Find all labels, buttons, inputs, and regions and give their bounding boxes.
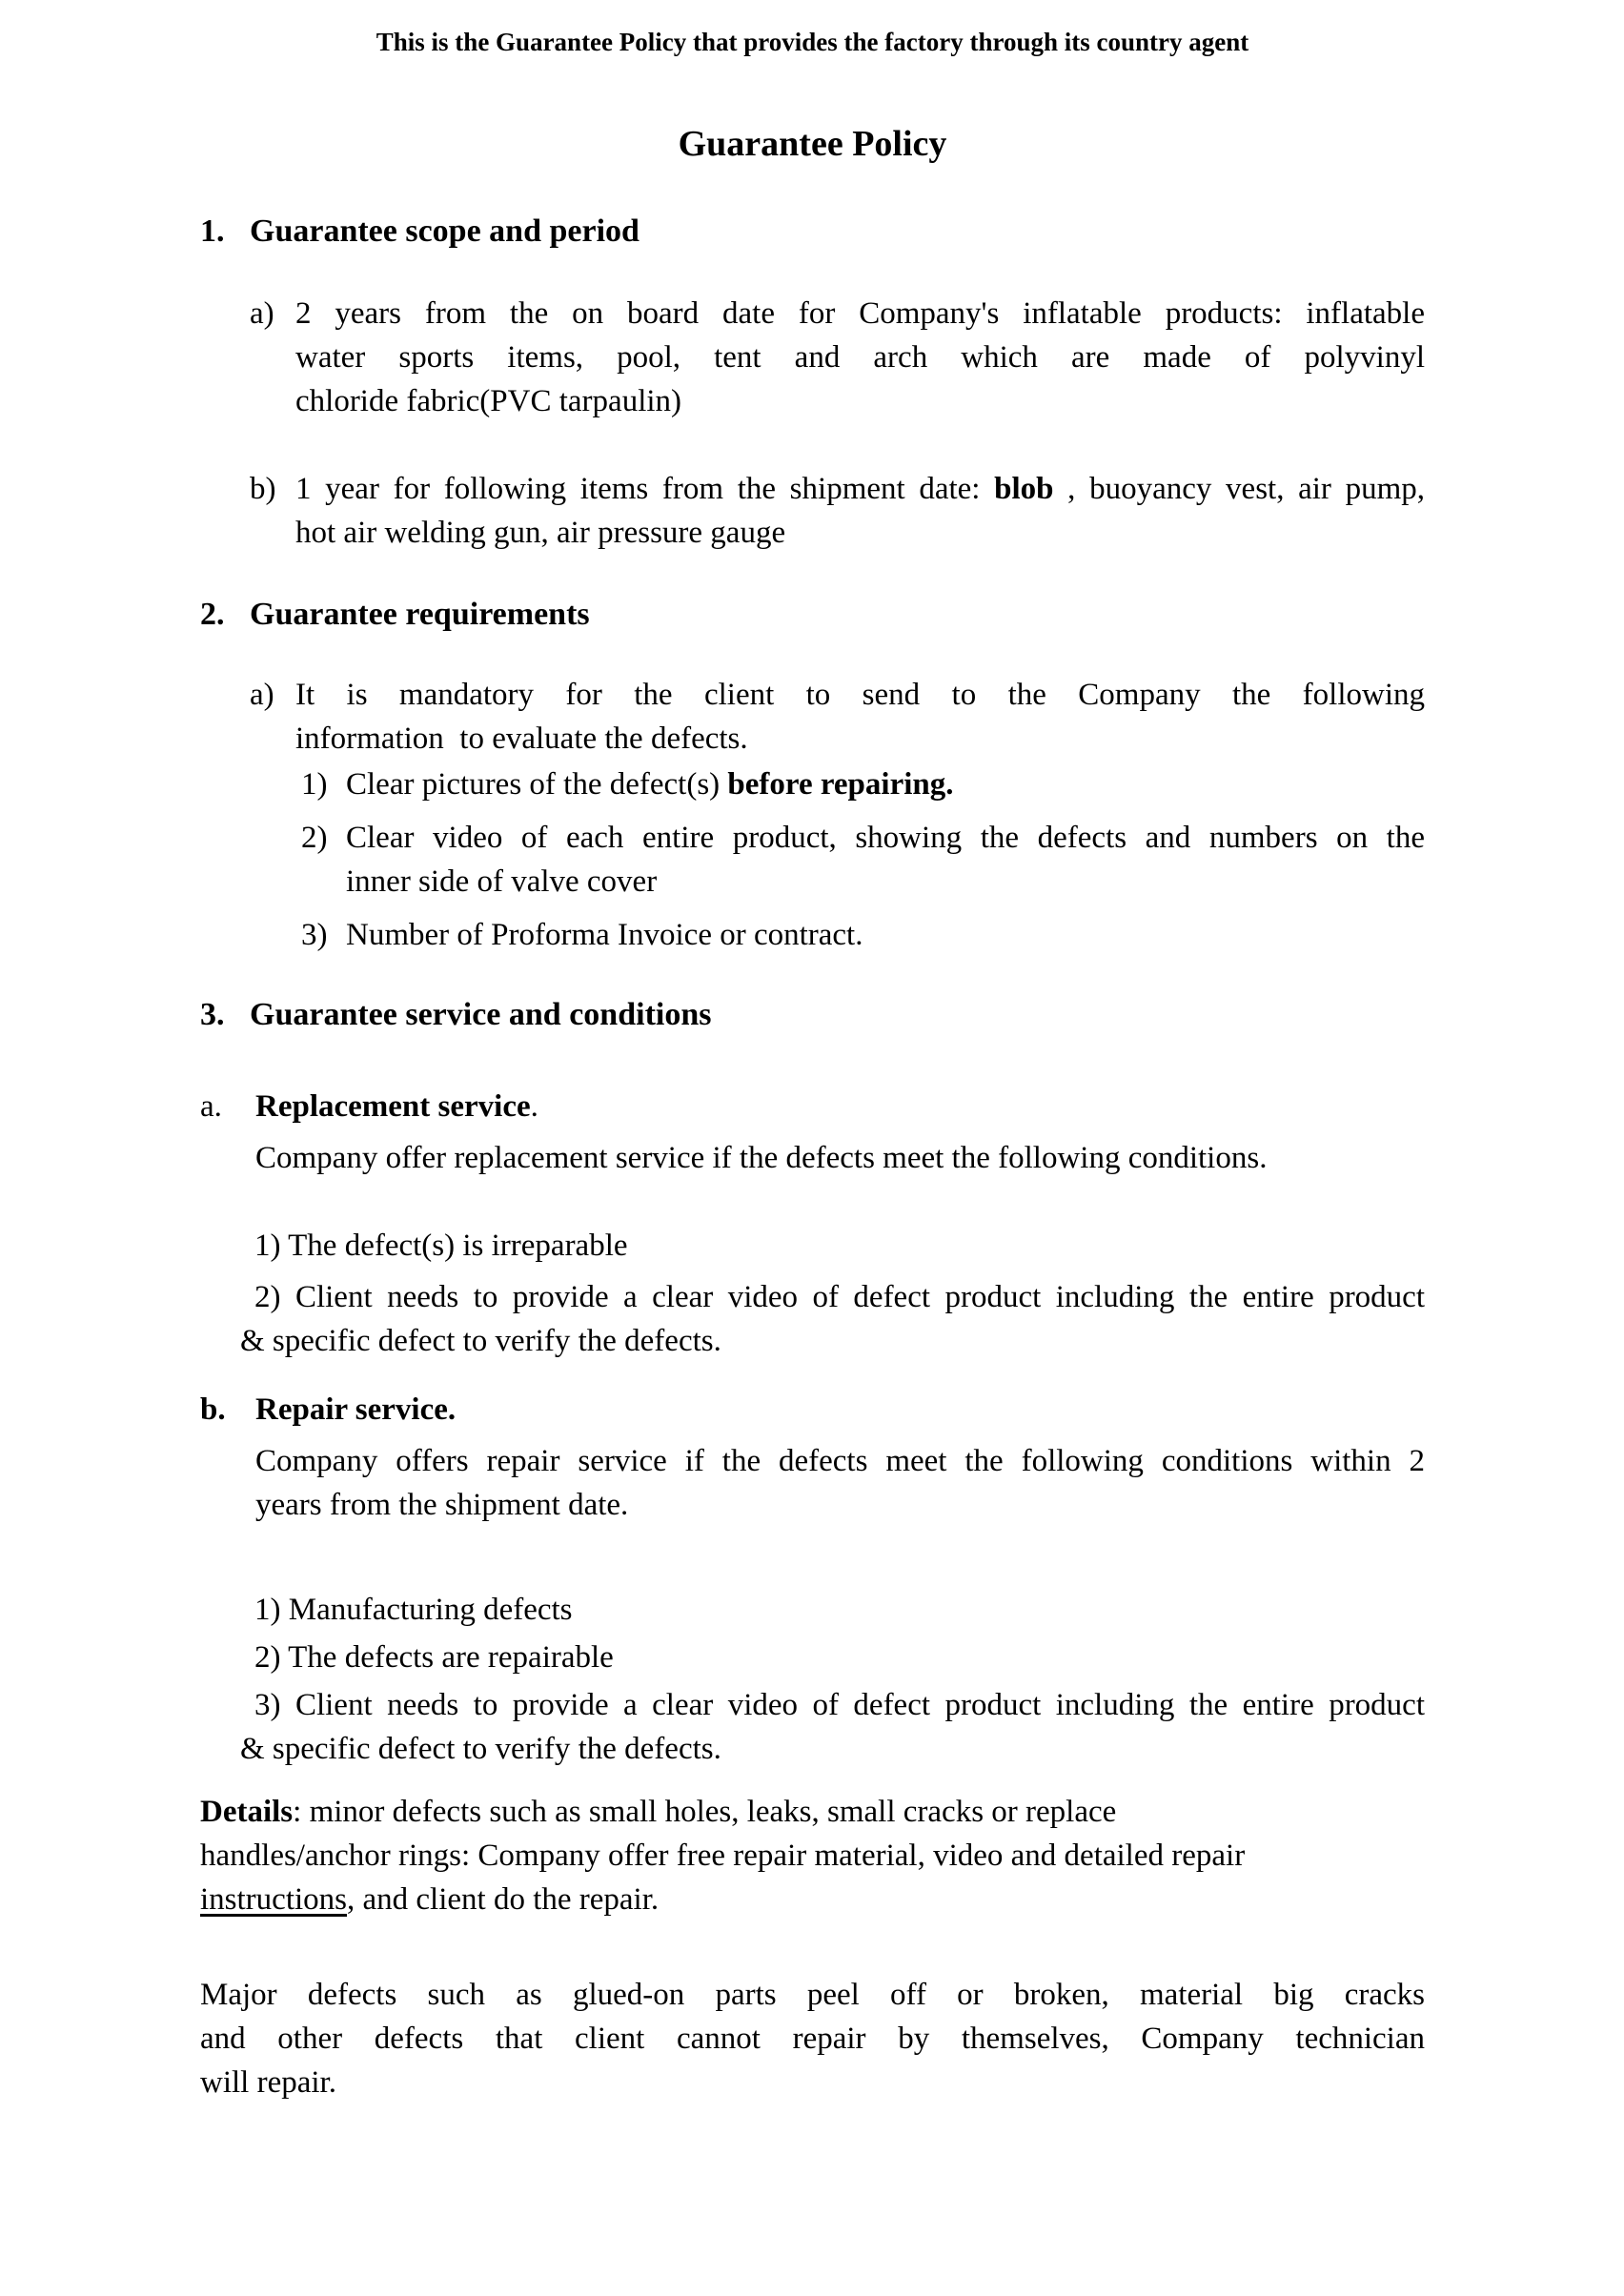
paragraph-line: 3) Client needs to provide a clear video of defect product including the entire product bbox=[254, 1688, 1425, 1722]
paragraph-line: Company offers repair service if the defects meet the following conditions within 2 bbox=[255, 1444, 1425, 1478]
list-marker-a: a) bbox=[250, 678, 274, 712]
list-marker-b: b) bbox=[250, 472, 276, 506]
section-3-title: Guarantee service and conditions bbox=[250, 997, 712, 1032]
paragraph bbox=[295, 292, 1425, 423]
bold-text-replacement-service: Replacement service bbox=[255, 1089, 531, 1124]
paragraph-line: Number of Proforma Invoice or contract. bbox=[346, 918, 863, 952]
paragraph bbox=[346, 816, 1425, 904]
text-segment: . bbox=[530, 1089, 538, 1124]
paragraph-line: inner side of valve cover bbox=[346, 864, 658, 899]
page-title: Guarantee Policy bbox=[678, 124, 947, 164]
section-1-number: 1. bbox=[200, 213, 225, 249]
section-1-item-a bbox=[250, 292, 1425, 423]
paragraph-line: chloride fabric(PVC tarpaulin) bbox=[295, 384, 682, 418]
list-marker-2: 2) bbox=[301, 821, 328, 855]
paragraph-line: & specific defect to verify the defects. bbox=[240, 1324, 721, 1358]
header-note: This is the Guarantee Policy that provides the factory through its country agent bbox=[376, 28, 1249, 56]
paragraph-line: 2 years from the on board date for Company's inflatable products: inflatable bbox=[295, 296, 1425, 331]
major-defects-paragraph bbox=[200, 1973, 1425, 2104]
bold-text-before-repairing: before repairing. bbox=[727, 767, 954, 802]
paragraph bbox=[346, 762, 1425, 806]
section-3b-intro bbox=[255, 1439, 1425, 1527]
paragraph-line: will repair. bbox=[200, 2065, 336, 2100]
text-segment: , and client do the repair. bbox=[347, 1882, 660, 1917]
text-segment: , buoyancy vest, air pump, bbox=[1053, 472, 1425, 506]
section-2-subitem-3 bbox=[301, 913, 1425, 957]
paragraph-line: It is mandatory for the client to send to the Company the following bbox=[295, 678, 1425, 712]
section-3b-heading bbox=[200, 1388, 1425, 1432]
section-3b-item-2 bbox=[240, 1636, 1425, 1679]
paragraph-line: years from the shipment date. bbox=[255, 1488, 629, 1522]
subsection-title bbox=[255, 1388, 1425, 1432]
details-paragraph bbox=[200, 1790, 1425, 1921]
letter-marker-a: a. bbox=[200, 1089, 222, 1124]
paragraph-line: 2) Client needs to provide a clear video of defect product including the entire product bbox=[254, 1280, 1425, 1314]
text-segment: : minor defects such as small holes, leaks, small cracks or replace bbox=[293, 1795, 1117, 1829]
paragraph-line: Company offer replacement service if the defects meet the following conditions. bbox=[255, 1141, 1268, 1175]
section-3a-item-1 bbox=[240, 1224, 1425, 1268]
section-2-number: 2. bbox=[200, 597, 225, 632]
section-3-heading bbox=[200, 993, 1425, 1037]
bold-text-repair-service: Repair service. bbox=[255, 1392, 457, 1427]
section-2-heading bbox=[200, 593, 1425, 637]
section-2-subitem-1 bbox=[301, 762, 1425, 806]
section-1-heading bbox=[200, 210, 1425, 254]
section-3b-item-1 bbox=[240, 1588, 1425, 1632]
section-3a-intro bbox=[255, 1136, 1425, 1180]
paragraph-line bbox=[200, 1878, 1425, 1921]
paragraph-line: & specific defect to verify the defects. bbox=[240, 1732, 721, 1766]
bold-text-details: Details bbox=[200, 1795, 294, 1829]
section-1-title: Guarantee scope and period bbox=[250, 213, 639, 249]
paragraph-line bbox=[200, 1790, 1425, 1834]
section-1-item-b bbox=[250, 467, 1425, 555]
paragraph bbox=[295, 467, 1425, 555]
paragraph-line: Major defects such as glued-on parts peel off or broken, material big cracks bbox=[200, 1978, 1425, 2012]
paragraph-line bbox=[295, 467, 1425, 511]
text-segment: Clear pictures of the defect(s) bbox=[346, 767, 728, 802]
paragraph-line: Clear video of each entire product, showing the defects and numbers on the bbox=[346, 821, 1425, 855]
section-3a-item-2 bbox=[240, 1275, 1425, 1363]
bold-text-blob: blob bbox=[994, 472, 1054, 506]
list-marker-3: 3) bbox=[301, 918, 328, 952]
paragraph-line: 1) The defect(s) is irreparable bbox=[254, 1229, 628, 1263]
paragraph-line: handles/anchor rings: Company offer free repair material, video and detailed repair bbox=[200, 1839, 1246, 1873]
paragraph bbox=[295, 673, 1425, 761]
list-marker-1: 1) bbox=[301, 767, 328, 802]
section-3-number: 3. bbox=[200, 997, 225, 1032]
paragraph-line: information to evaluate the defects. bbox=[295, 721, 748, 756]
section-2-title: Guarantee requirements bbox=[250, 597, 590, 632]
section-3a-heading bbox=[200, 1085, 1425, 1128]
subsection-title bbox=[255, 1085, 1425, 1128]
letter-marker-b: b. bbox=[200, 1392, 226, 1427]
section-3b-item-3 bbox=[240, 1683, 1425, 1771]
paragraph-line: hot air welding gun, air pressure gauge bbox=[295, 516, 786, 550]
section-2-subitem-2 bbox=[301, 816, 1425, 904]
paragraph-line: 1) Manufacturing defects bbox=[254, 1593, 573, 1627]
paragraph bbox=[346, 913, 1425, 957]
list-marker-a: a) bbox=[250, 296, 274, 331]
paragraph-line: and other defects that client cannot repair by themselves, Company technician bbox=[200, 2022, 1425, 2056]
section-2-item-a bbox=[250, 673, 1425, 761]
paragraph-line bbox=[346, 762, 1425, 806]
underlined-text-instructions: instructions bbox=[200, 1882, 347, 1917]
text-segment: 1 year for following items from the shipment date: bbox=[295, 472, 995, 506]
paragraph-line: water sports items, pool, tent and arch which are made of polyvinyl bbox=[295, 340, 1425, 375]
paragraph-line: 2) The defects are repairable bbox=[254, 1640, 614, 1675]
